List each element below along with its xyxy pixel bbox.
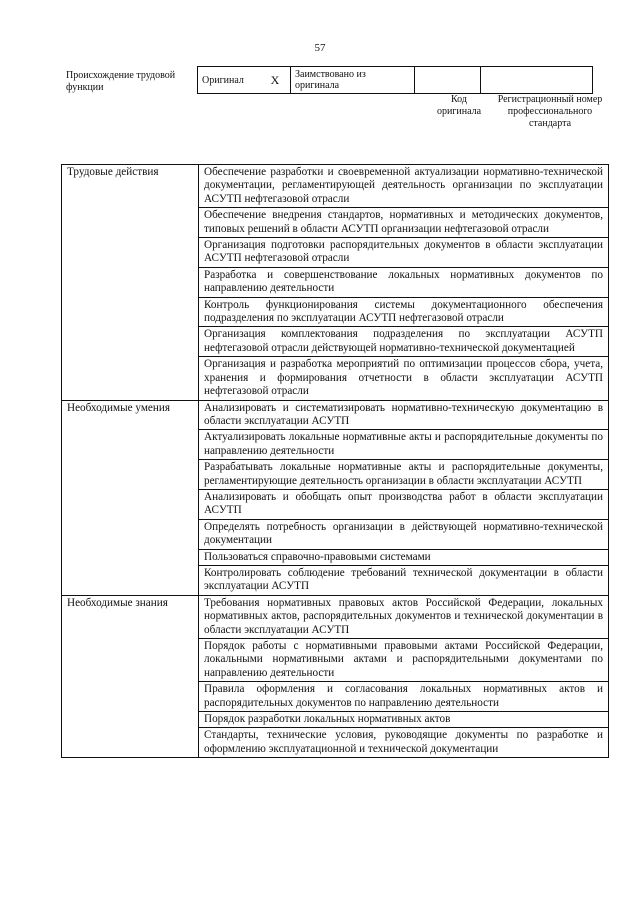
table-row [62,400,609,430]
section-item: Анализировать и обобщать опыт производства работ в области эксплуатации АСУТП [199,489,609,519]
section-item: Пользоваться справочно-правовыми системами [199,549,609,565]
original-mark-cell [260,67,291,94]
section-item: Актуализировать локальные нормативные акты и распорядительные документы по направлению деятельности [199,430,609,460]
reg-caption: Регистрационный номер профессионального стандарта [497,94,603,129]
table-row [62,595,609,638]
table-row [62,165,609,208]
origin-table [197,66,593,94]
original-label: Оригинал [202,74,244,86]
section-item: Обеспечение внедрения стандартов, нормативных и методических документов, типовых решений в области АСУТП организации нефтегазовой отрасли [199,208,609,238]
section-title: Необходимые знания [62,595,199,757]
section-item: Организация и разработка мероприятий по оптимизации процессов сбора, учета, хранения и формирования отчетности в области эксплуатации АСУТП нефтегазовой отрасли [199,357,609,400]
borrowed-cell [291,67,415,94]
code-cell [415,67,481,94]
code-caption: Код оригинала [436,94,482,117]
section-item: Стандарты, технические условия, руководящие документы по разработке и оформлению эксплуатационной и технической документации [199,728,609,758]
section-title: Трудовые действия [62,165,199,401]
section-item: Разработка и совершенствование локальных нормативных документов по направлению деятельности [199,267,609,297]
original-mark: X [270,72,280,87]
section-item: Порядок разработки локальных нормативных актов [199,712,609,728]
section-item: Требования нормативных правовых актов Российской Федерации, локальных нормативных актов, распорядительных документов и технической документации в области эксплуатации АСУТП [199,595,609,638]
section-item: Организация комплектования подразделения по эксплуатации АСУТП нефтегазовой отрасли действующей нормативно-технической документацией [199,327,609,357]
borrowed-label: Заимствовано из оригинала [295,69,366,91]
section-item: Порядок работы с нормативными правовыми актами Российской Федерации, локальными нормативными актами и распорядительными документами по направлению деятельности [199,639,609,682]
section-item: Анализировать и систематизировать нормативно-техническую документацию в области эксплуатации АСУТП [199,400,609,430]
section-item: Определять потребность организации в действующей нормативно-технической документации [199,519,609,549]
page-number: 57 [314,42,326,54]
section-title: Необходимые умения [62,400,199,595]
section-item: Правила оформления и согласования локальных нормативных актов и распорядительных документов по направлению деятельности [199,682,609,712]
section-item: Организация подготовки распорядительных документов в области эксплуатации АСУТП нефтегазовой отрасли [199,238,609,268]
section-item: Обеспечение разработки и своевременной актуализации нормативно-технической документации, регламентирующей деятельность организации по эксплуатации АСУТП нефтегазовой отрасли [199,165,609,208]
origin-label: Происхождение трудовой функции [66,70,176,93]
original-cell [198,67,261,94]
section-item: Контроль функционирования системы документационного обеспечения подразделения по эксплуатации АСУТП нефтегазовой отрасли [199,297,609,327]
section-item: Разрабатывать локальные нормативные акты и распорядительные документы, регламентирующие деятельность организации в области эксплуатации АСУТП [199,460,609,490]
section-item: Контролировать соблюдение требований технической документации в области эксплуатации АСУТП [199,565,609,595]
reg-number-cell [481,67,593,94]
function-details-table [61,164,609,758]
